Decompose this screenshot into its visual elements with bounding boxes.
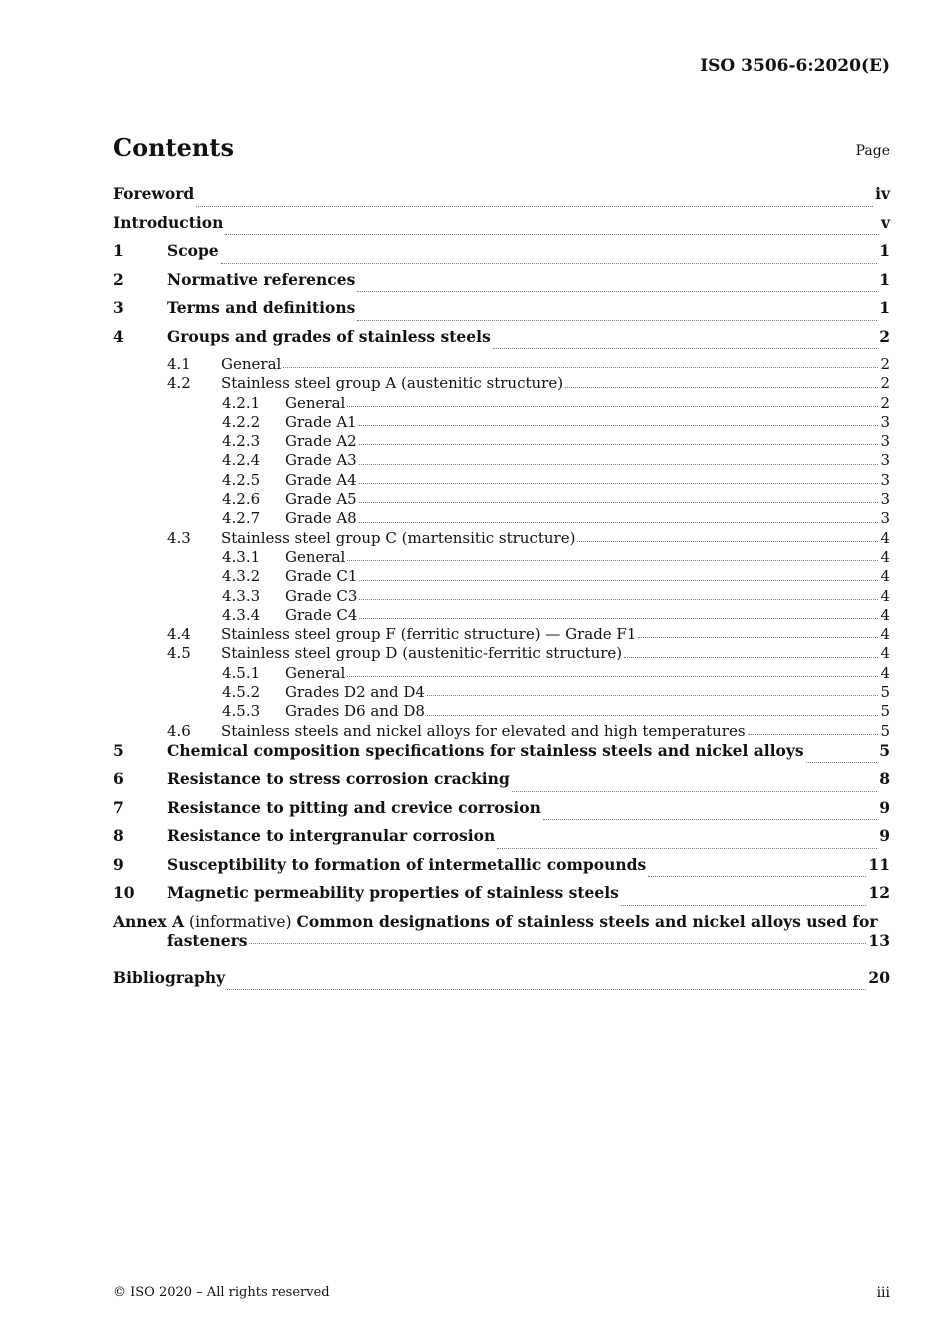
toc-entry-number: 4.2 — [167, 374, 191, 393]
toc-entry[interactable] — [113, 374, 890, 393]
toc-entry[interactable] — [113, 722, 890, 741]
toc-entry-page-number: 8 — [879, 769, 890, 789]
toc-entry-number: 3 — [113, 298, 124, 317]
annex-page-number: 13 — [868, 930, 890, 950]
dot-leader — [359, 424, 879, 426]
toc-entry-number: 4.3.1 — [222, 547, 261, 566]
toc-entry[interactable] — [113, 548, 890, 567]
toc-entry-page-number: 5 — [880, 702, 890, 721]
dot-leader — [497, 847, 877, 849]
toc-entry-title: Susceptibility to formation of intermetallic compounds — [167, 854, 647, 874]
toc-entry[interactable] — [113, 355, 890, 374]
toc-entry[interactable] — [113, 644, 890, 663]
toc-entry[interactable] — [113, 702, 890, 721]
bibliography-page-number: 20 — [868, 967, 890, 987]
toc-entry-title: Normative references — [167, 269, 356, 289]
toc-entry-page-number: 3 — [880, 490, 890, 509]
toc-entry-title: General — [285, 663, 346, 682]
toc-entry-number: 4.5 — [167, 644, 191, 663]
toc-entry-number: 4.2.3 — [222, 432, 261, 451]
dot-leader — [359, 463, 879, 465]
toc-entry-page-number: v — [880, 212, 890, 232]
document-id: ISO 3506-6:2020(E) — [700, 56, 890, 76]
toc-entry-number: 2 — [113, 269, 124, 289]
toc-entry-title: Terms and definitions — [167, 298, 356, 317]
toc-entry-page-number: 3 — [880, 509, 890, 528]
annex-qualifier: (informative) — [189, 912, 292, 931]
dot-leader — [427, 694, 879, 696]
dot-leader — [221, 262, 878, 264]
toc-entry[interactable] — [113, 270, 890, 299]
toc-entry-number: 4.2.7 — [222, 509, 261, 528]
dot-leader — [748, 733, 879, 735]
toc-entry-number: 4.2.2 — [222, 412, 261, 431]
toc-entry-title: Stainless steel group F (ferritic structure) — Grade F1 — [221, 625, 637, 644]
toc-entry-number: 4.5.3 — [222, 702, 261, 721]
toc-entry[interactable] — [113, 883, 890, 912]
toc-entry[interactable] — [113, 432, 890, 451]
toc-entry-title: Grades D6 and D8 — [285, 702, 425, 721]
footer-copyright: © ISO 2020 – All rights reserved — [113, 1285, 330, 1300]
toc-entry-title: Stainless steels and nickel alloys for elevated and high temperatures — [221, 721, 746, 740]
contents-title: Contents — [113, 133, 234, 162]
toc-entry-page-number: 2 — [880, 374, 890, 393]
dot-leader — [577, 540, 878, 542]
toc-entry-title: Grade A8 — [285, 509, 357, 528]
toc-entry-title: Scope — [167, 241, 219, 260]
toc-entry[interactable] — [113, 625, 890, 644]
toc-entry[interactable] — [113, 769, 890, 798]
toc-entry-title: Foreword — [113, 184, 195, 203]
dot-leader — [621, 904, 867, 906]
toc-entry-page-number: 12 — [868, 883, 890, 903]
toc-entry-title: Stainless steel group C (martensitic structure) — [221, 528, 576, 547]
annex-title-line2: fasteners — [167, 930, 248, 950]
toc-entry-title: Grade A1 — [285, 412, 357, 431]
dot-leader — [283, 366, 878, 368]
dot-leader — [347, 675, 878, 677]
toc-entry-number: 4.3.3 — [222, 586, 261, 605]
toc-entry-title: Grade C4 — [285, 605, 358, 624]
toc-entry-number: 4.3.2 — [222, 567, 261, 586]
toc-entry-page-number: 3 — [880, 412, 890, 431]
toc-entry-page-number: 1 — [879, 298, 890, 317]
page-column-label: Page — [855, 143, 890, 159]
toc-entry-page-number: 5 — [879, 740, 890, 760]
toc-entry-number: 9 — [113, 854, 124, 874]
toc-entry[interactable] — [113, 490, 890, 509]
toc-entry[interactable] — [113, 184, 890, 213]
toc-entry-annex-a[interactable] — [113, 912, 890, 968]
toc-entry[interactable] — [113, 606, 890, 625]
toc-entry-page-number: 5 — [880, 683, 890, 702]
toc-entry-number: 4.3 — [167, 528, 191, 547]
dot-leader — [565, 386, 878, 388]
toc-entry-bibliography[interactable] — [113, 968, 890, 996]
dot-leader — [359, 617, 878, 619]
dot-leader — [427, 714, 879, 716]
toc-entry[interactable] — [113, 413, 890, 432]
toc-entry[interactable] — [113, 683, 890, 702]
toc-entry-number: 6 — [113, 769, 124, 789]
toc-entry-number: 4.5.1 — [222, 663, 261, 682]
toc-entry-title: Grades D2 and D4 — [285, 683, 425, 702]
toc-entry-title: Stainless steel group D (austenitic-ferritic structure) — [221, 644, 623, 663]
toc-entry-title: Resistance to intergranular corrosion — [167, 826, 496, 846]
toc-entry-page-number: 9 — [879, 797, 890, 817]
toc-entry-title: Stainless steel group A (austenitic structure) — [221, 374, 564, 393]
dot-leader — [357, 290, 877, 292]
toc-entry[interactable] — [113, 826, 890, 855]
toc-entry-page-number: 4 — [880, 625, 890, 644]
toc-entry-page-number: 1 — [879, 241, 890, 260]
dot-leader — [359, 501, 879, 503]
dot-leader — [648, 875, 866, 877]
toc-entry[interactable] — [113, 509, 890, 528]
toc-entry[interactable] — [113, 855, 890, 884]
toc-entry[interactable] — [113, 213, 890, 242]
dot-leader — [357, 319, 877, 321]
toc-entry-page-number: 3 — [880, 470, 890, 489]
toc-entry-number: 5 — [113, 740, 124, 760]
toc-entry-number: 4.3.4 — [222, 605, 261, 624]
dot-leader — [359, 521, 879, 523]
toc-entry-title: Chemical composition specifications for stainless steels and nickel alloys — [167, 740, 804, 760]
dot-leader — [196, 205, 873, 207]
dot-leader — [249, 942, 866, 944]
toc-entry-page-number: 3 — [880, 451, 890, 470]
toc-entry-title: Grade A4 — [285, 470, 357, 489]
toc-entry-number: 4.4 — [167, 625, 191, 644]
toc-entry-page-number: 2 — [880, 355, 890, 373]
toc-entry-page-number: 4 — [880, 605, 890, 624]
dot-leader — [359, 579, 878, 581]
toc-entry[interactable] — [113, 471, 890, 490]
toc-entry-number: 4.2.5 — [222, 470, 261, 489]
toc-entry-title: General — [221, 355, 282, 373]
dot-leader — [347, 559, 878, 561]
toc-entry[interactable] — [113, 587, 890, 606]
dot-leader — [493, 347, 878, 349]
annex-label: Annex A — [113, 911, 185, 931]
toc-entry[interactable] — [113, 567, 890, 586]
dot-leader — [543, 818, 877, 820]
toc-entry-number: 1 — [113, 241, 124, 260]
toc-entry-page-number: 4 — [880, 547, 890, 566]
toc-entry-title: Resistance to pitting and crevice corrosion — [167, 797, 541, 817]
toc-entry-title: Introduction — [113, 212, 224, 232]
toc-entry[interactable] — [113, 327, 890, 356]
toc-entry-page-number: 5 — [880, 721, 890, 740]
toc-entry-page-number: 4 — [880, 663, 890, 682]
toc-entry[interactable] — [113, 241, 890, 270]
toc-entry-number: 4.2.6 — [222, 490, 261, 509]
toc-entry-page-number: iv — [875, 184, 890, 203]
toc-entry-number: 4.2.4 — [222, 451, 261, 470]
dot-leader — [512, 790, 877, 792]
toc-entry-number: 8 — [113, 826, 124, 846]
dot-leader — [227, 988, 866, 990]
toc-entry-title: Magnetic permeability properties of stainless steels — [167, 883, 619, 903]
toc-entry-title: Grade A5 — [285, 490, 357, 509]
toc-entry[interactable] — [113, 394, 890, 413]
toc-entry-number: 4.6 — [167, 721, 191, 740]
dot-leader — [806, 761, 878, 763]
dot-leader — [624, 656, 878, 658]
toc-entry-page-number: 4 — [880, 567, 890, 586]
toc-entry-page-number: 1 — [879, 269, 890, 289]
toc-entry-page-number: 4 — [880, 528, 890, 547]
toc-entry-number: 4.1 — [167, 355, 191, 373]
toc-entry[interactable] — [113, 664, 890, 683]
toc-entry-title: General — [285, 547, 346, 566]
toc-entry-page-number: 9 — [879, 826, 890, 846]
toc-entry-title: Grade A3 — [285, 451, 357, 470]
toc-entry[interactable] — [113, 798, 890, 827]
bibliography-title: Bibliography — [113, 967, 226, 987]
toc-entry-number: 4.2.1 — [222, 393, 261, 412]
dot-leader — [347, 405, 878, 407]
toc-entry-title: Resistance to stress corrosion cracking — [167, 769, 510, 789]
toc-entry[interactable] — [113, 451, 890, 470]
toc-entry-page-number: 2 — [879, 326, 890, 346]
toc-entry-page-number: 2 — [880, 393, 890, 412]
toc-entry[interactable] — [113, 529, 890, 548]
toc-entry-number: 4 — [113, 326, 124, 346]
toc-entry-title: Grade C1 — [285, 567, 358, 586]
table-of-contents — [113, 184, 890, 996]
toc-entry-title: Grade A2 — [285, 432, 357, 451]
toc-entry-page-number: 11 — [868, 854, 890, 874]
dot-leader — [638, 636, 878, 638]
footer-page-number: iii — [876, 1285, 890, 1301]
dot-leader — [359, 482, 879, 484]
toc-entry-page-number: 4 — [880, 644, 890, 663]
toc-entry-title: General — [285, 393, 346, 412]
toc-entry-number: 7 — [113, 797, 124, 817]
dot-leader — [359, 443, 879, 445]
dot-leader — [359, 598, 878, 600]
toc-entry[interactable] — [113, 741, 890, 770]
toc-entry-page-number: 4 — [880, 586, 890, 605]
toc-entry-title: Grade C3 — [285, 586, 358, 605]
toc-entry-number: 10 — [113, 883, 135, 903]
toc-entry[interactable] — [113, 298, 890, 327]
annex-title-line1: Common designations of stainless steels and nickel alloys used for — [296, 911, 878, 931]
toc-entry-page-number: 3 — [880, 432, 890, 451]
toc-entry-title: Groups and grades of stainless steels — [167, 326, 491, 346]
toc-entry-number: 4.5.2 — [222, 683, 261, 702]
dot-leader — [225, 233, 879, 235]
